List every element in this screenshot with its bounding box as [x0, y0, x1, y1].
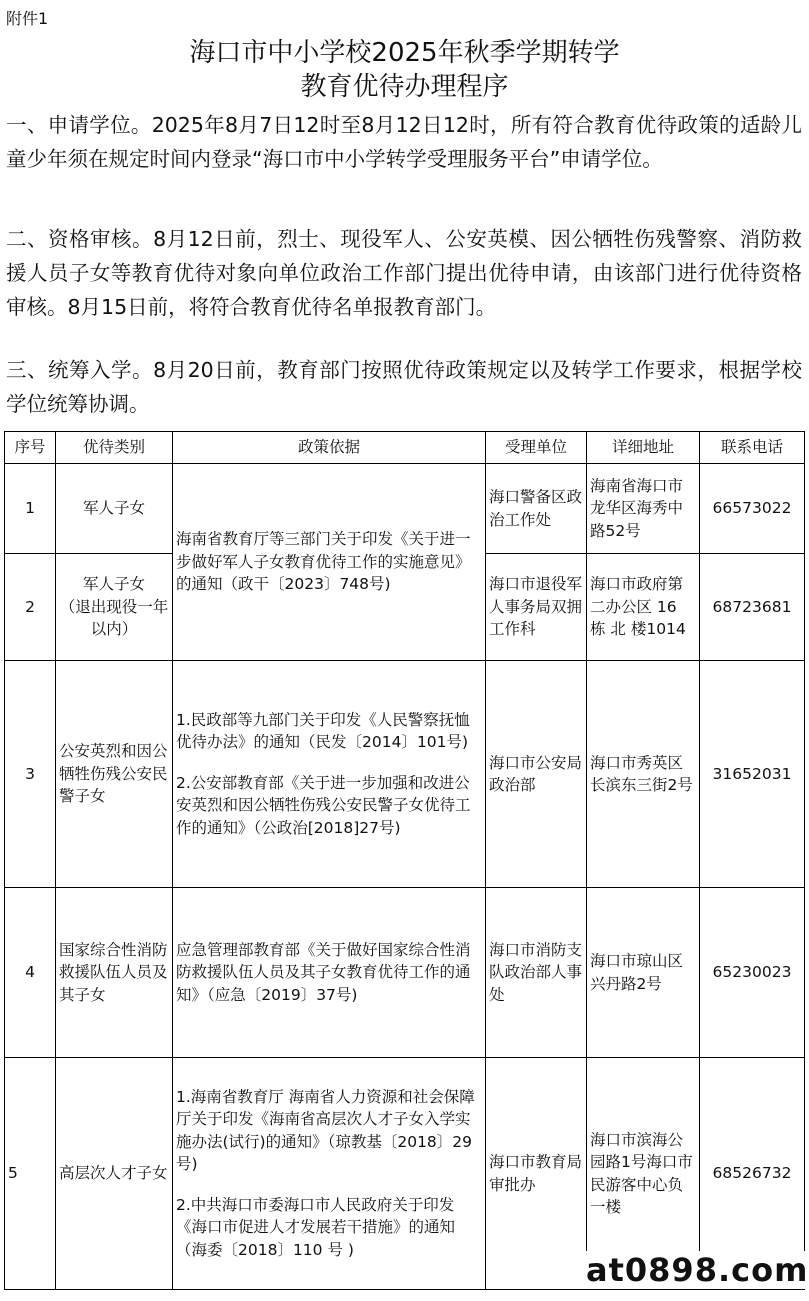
row-unit: 海口市退役军人事务局双拥工作科: [486, 554, 587, 661]
row-address: 海口市琼山区兴丹路2号: [587, 888, 700, 1058]
row-phone: 65230023: [700, 888, 805, 1058]
preference-table: [4, 431, 805, 1290]
header-unit: 受理单位: [486, 432, 587, 464]
header-phone: 联系电话: [700, 432, 805, 464]
row-no: 1: [5, 464, 56, 554]
row-unit: 海口市公安局政治部: [486, 661, 587, 888]
table-row: [5, 464, 805, 554]
row-address: 海南省海口市龙华区海秀中路52号: [587, 464, 700, 554]
row-unit: 海口市教育局审批办: [486, 1058, 587, 1290]
row-address: 海口市政府第二办公区 16 栋 北 楼1014: [587, 554, 700, 661]
row-no: 5: [5, 1058, 56, 1290]
row-unit: 海口警备区政治工作处: [486, 464, 587, 554]
paragraph-enrollment: 三、统筹入学。8月20日前，教育部门按照优待政策规定以及转学工作要求，根据学校学位统筹协调。: [6, 358, 802, 416]
row-policy-item-1: 1.海南省教育厅 海南省人力资源和社会保障厅关于印发《海南省高层次人才子女入学实施办法(试行)的通知》（琼教基〔2018〕29号): [176, 1087, 475, 1174]
row-phone: 31652031: [700, 661, 805, 888]
row-category-main: 军人子女: [82, 575, 145, 594]
row-address: 海口市秀英区长滨东三街2号: [587, 661, 700, 888]
title-line-2: 教育优待办理程序: [300, 72, 509, 102]
row-policy-item-1: 1.民政部等九部门关于印发《人民警察抚恤优待办法》的通知（民发〔2014〕101号): [176, 710, 470, 752]
row-policy: [173, 661, 486, 888]
row-no: 4: [5, 888, 56, 1058]
paragraph-apply: 一、申请学位。2025年8月7日12时至8月12日12时，所有符合教育优待政策的适龄儿童少年须在规定时间内登录“海口市中小学转学受理服务平台”申请学位。: [6, 113, 802, 171]
row-policy: 海南省教育厅等三部门关于印发《关于进一步做好军人子女教育优待工作的实施意见》的通知（政干〔2023〕748号): [173, 464, 486, 661]
header-address: 详细地址: [587, 432, 700, 464]
row-phone: 66573022: [700, 464, 805, 554]
paragraph-review: 二、资格审核。8月12日前，烈士、现役军人、公安英模、因公牺牲伤残警察、消防救援人员子女等教育优待对象向单位政治工作部门提出优待申请，由该部门进行优待资格审核。8月15日前，将符合教育优待名单报教育部门。: [6, 227, 802, 319]
row-category: 公安英烈和因公牺牲伤残公安民警子女: [56, 661, 173, 888]
row-category: [56, 554, 173, 661]
table-row: [5, 661, 805, 888]
row-category-note: （退出现役一年以内）: [59, 597, 169, 639]
page-title: [0, 36, 809, 104]
row-no: 3: [5, 661, 56, 888]
row-policy: [173, 1058, 486, 1290]
row-policy: 应急管理部教育部《关于做好国家综合性消防救援队伍人员及其子女教育优待工作的通知》（应急〔2019〕37号): [173, 888, 486, 1058]
row-phone: 68723681: [700, 554, 805, 661]
row-address: 海口市滨海公园路1号海口市民游客中心负一楼: [587, 1058, 700, 1290]
table-header-row: [5, 432, 805, 464]
row-category: 高层次人才子女: [56, 1058, 173, 1290]
row-category: 军人子女: [56, 464, 173, 554]
row-unit: 海口市消防支队政治部人事处: [486, 888, 587, 1058]
watermark: at0898.com: [582, 1251, 809, 1289]
row-policy-item-2: 2.中共海口市委海口市人民政府关于印发《海口市促进人才发展若干措施》的通知（海委〔2018〕110 号 ): [176, 1195, 456, 1259]
row-policy-item-2: 2.公安部教育部《关于进一步加强和改进公安英烈和因公牺牲伤残公安民警子女优待工作的通知》（公政治[2018]27号): [176, 773, 471, 837]
table-row: [5, 888, 805, 1058]
row-category: 国家综合性消防救援队伍人员及其子女: [56, 888, 173, 1058]
header-category: 优待类别: [56, 432, 173, 464]
header-no: 序号: [5, 432, 56, 464]
attachment-label: 附件1: [6, 9, 49, 28]
row-phone: 68526732: [700, 1058, 805, 1290]
header-policy: 政策依据: [173, 432, 486, 464]
row-no: 2: [5, 554, 56, 661]
title-line-1: 海口市中小学校2025年秋季学期转学: [189, 38, 620, 68]
